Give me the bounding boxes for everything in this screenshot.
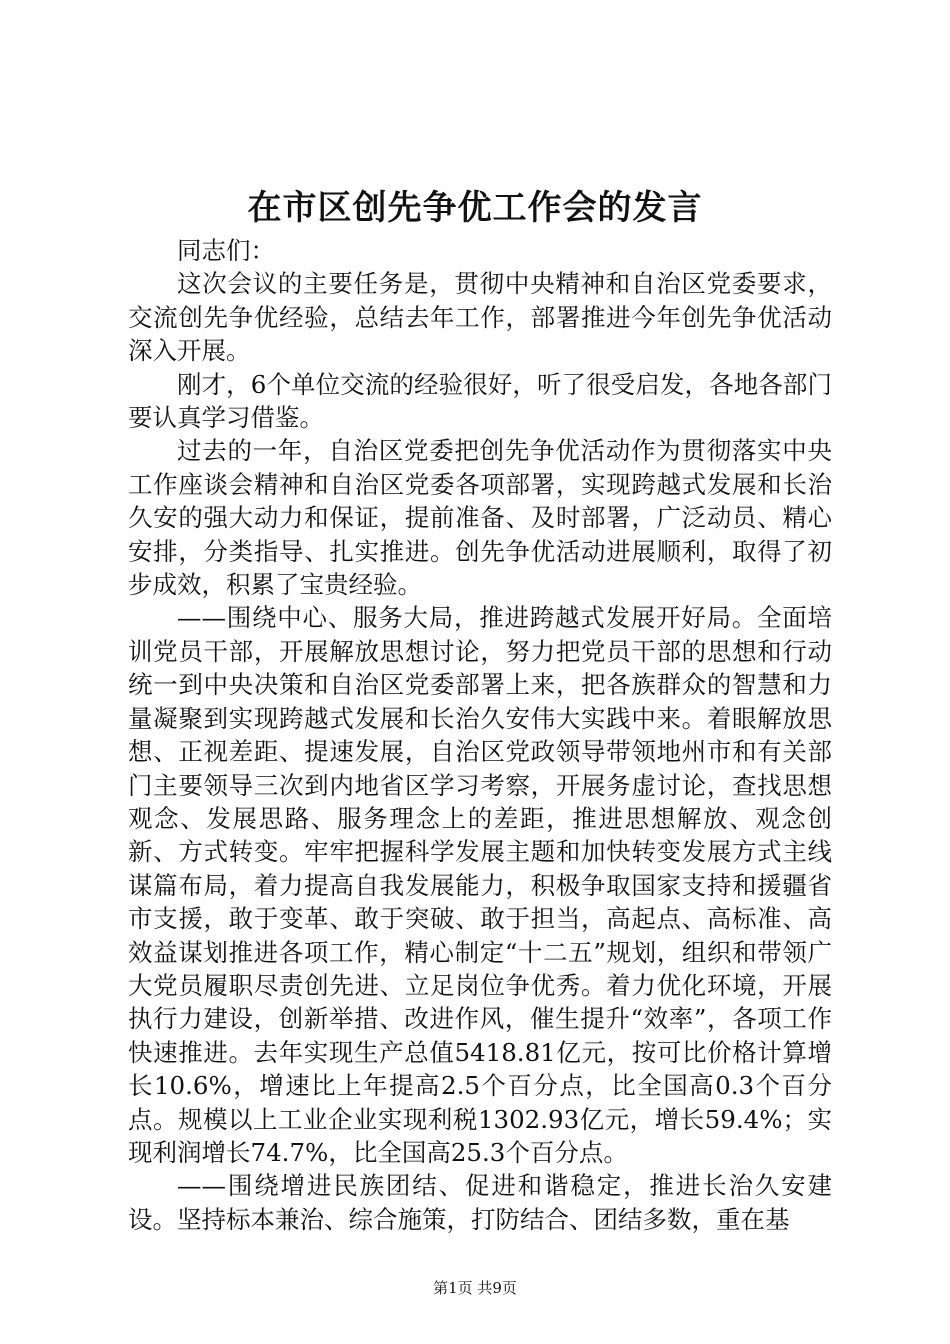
paragraph: ——围绕中心、服务大局，推进跨越式发展开好局。全面培训党员干部，开展解放思想讨论，努力把党员干部的思想和行动统一到中央决策和自治区党委部署上来，把各族群众的智慧和力量凝聚到实现跨越式发展和长治久安伟大实践中来。着眼解放思想、正视差距、提速发展，自治区党政领导带领地州市和有关部门主要领导三次到内地省区学习考察，开展务虚讨论，查找思想观念、发展思路、服务理念上的差距，推进思想解放、观念创新、方式转变。牢牢把握科学发展主题和加快转变发展方式主线谋篇布局，着力提高自我发展能力，积极争取国家支持和援疆省市支援，敢于变革、敢于突破、敢于担当，高起点、高标准、高效益谋划推进各项工作，精心制定“十二五”规划，组织和带领广大党员履职尽责创先进、立足岗位争优秀。着力优化环境，开展执行力建设，创新举措、改进作风，催生提升“效率”，各项工作快速推进。去年实现生产总值5418.81亿元，按可比价格计算增长10.6%，增速比上年提高2.5个百分点，比全国高0.3个百分点。规模以上工业企业实现利税1302.93亿元，增长59.4%；实现利润增长74.7%，比全国高25.3个百分点。 [128,603,832,1167]
salutation: 同志们： [177,236,275,265]
paragraph: 刚才，6个单位交流的经验很好，听了很受启发，各地各部门要认真学习借鉴。 [128,369,832,433]
paragraph: 这次会议的主要任务是，贯彻中央精神和自治区党委要求，交流创先争优经验，总结去年工作，部署推进今年创先争优活动深入开展。 [128,269,832,366]
paragraph: ——围绕增进民族团结、促进和谐稳定，推进长治久安建设。坚持标本兼治、综合施策，打防结合、团结多数，重在基 [128,1171,832,1234]
document-body [128,234,832,1236]
paragraph: 过去的一年，自治区党委把创先争优活动作为贯彻落实中央工作座谈会精神和自治区党委各项部署，实现跨越式发展和长治久安的强大动力和保证，提前准备、及时部署，广泛动员、精心安排，分类指导、扎实推进。创先争优活动进展顺利，取得了初步成效，积累了宝贵经验。 [128,436,832,600]
page-footer: 第1页 共9页 [433,1279,517,1297]
document-title: 在市区创先争优工作会的发言 [247,188,703,228]
